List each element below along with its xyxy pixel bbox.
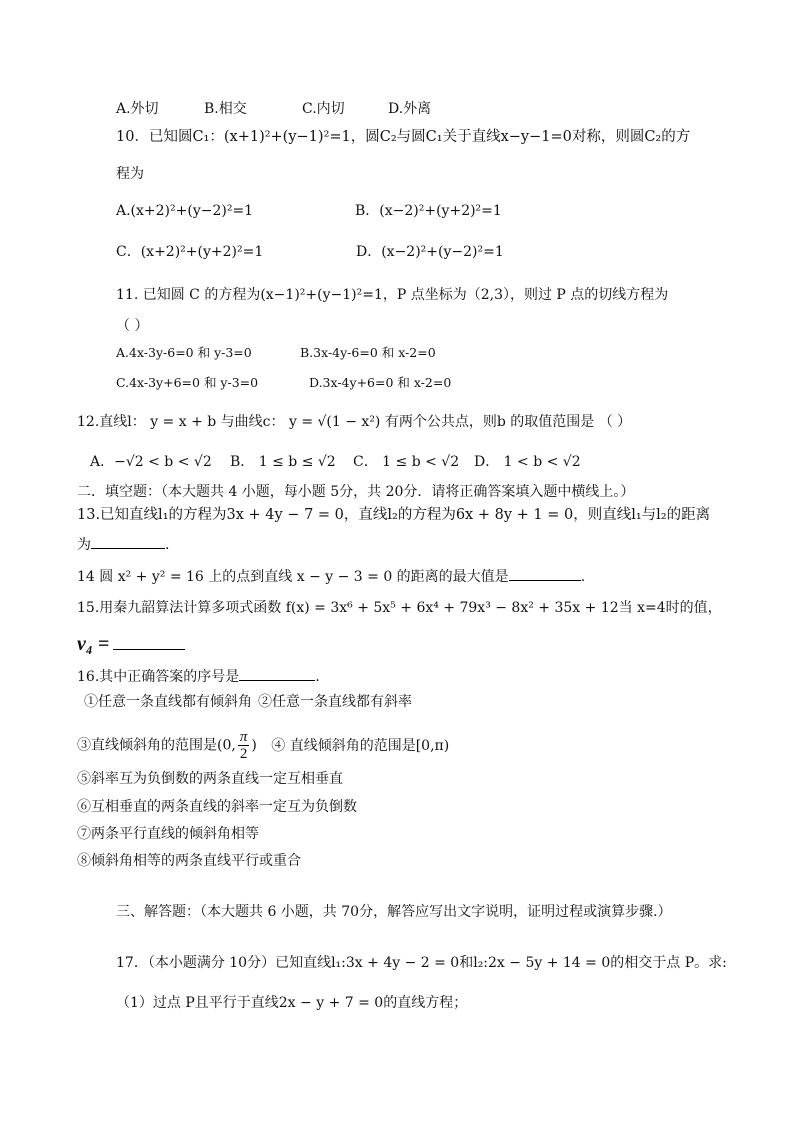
q9-option-b: B.相交 [204,101,247,117]
q15-v4-label: v₄ = [77,633,110,655]
q16-answer-blank[interactable] [239,666,315,681]
q9-option-d: D.外离 [388,101,432,117]
q10-option-a: A.(x+2)²+(y−2)²=1 [116,203,254,219]
q16-item-1: ①任意一条直线都有倾斜角 [84,694,252,710]
q16-item-6: ⑥互相垂直的两条直线的斜率一定互为负倒数 [77,799,357,815]
q10-option-c: C．(x+2)²+(y+2)²=1 [116,244,264,260]
q11-option-d: D.3x-4y+6=0 和 x-2=0 [309,375,452,390]
q16-item-3: ③直线倾斜角的范围是(0, [77,737,236,754]
q11-stem: 11. 已知圆 C 的方程为(x−1)²+(y−1)²=1，P 点坐标为（2,3），则过 P 点的切线方程为 [116,287,669,303]
q11-option-a: A.4x-3y-6=0 和 y-3=0 [116,345,252,360]
q14-answer-blank[interactable] [509,566,581,581]
q15-v4-line [77,634,185,656]
section3-heading: 三、解答题：（本大题共 6 小题，共 70分，解答应写出文字说明，证明过程或演算步骤.） [116,904,672,920]
q11-option-c: C.4x-3y+6=0 和 y-3=0 [116,375,259,390]
q16-item-7: ⑦两条平行直线的倾斜角相等 [77,826,259,842]
q12-option-b: B． 1 ≤ b ≤ √2 [230,454,336,470]
q14-end: . [580,569,586,585]
pi-over-two-fraction [238,729,250,762]
q15-answer-blank[interactable] [113,635,185,650]
q13-end: . [165,537,170,553]
q11-option-b: B.3x-4y-6=0 和 x-2=0 [300,345,436,360]
q15-stem: 15.用秦九韶算法计算多项式函数 f(x) = 3x⁶ + 5x⁵ + 6x⁴ + 79x³ − 8x² + 35x + 12当 x=4时的值， [77,600,722,616]
q13-cont-line [77,534,169,555]
q13-cont: 为 [77,537,91,553]
q16-line [77,666,320,687]
q16-item-2: ②任意一条直线都有斜率 [258,694,412,710]
q13-answer-blank[interactable] [91,534,165,549]
q9-option-a: A.外切 [116,101,159,117]
q12-stem: 12.直线l： y = x + b 与曲线c： y = √(1 − x²) 有两个公共点，则b 的取值范围是 （ ） [77,414,632,430]
q11-paren: （ ） [116,318,149,334]
q10-option-d: D．(x−2)²+(y−2)²=1 [356,244,504,260]
q9-option-c: C.内切 [302,101,345,117]
q12-option-d: D． 1 < b < √2 [474,454,581,470]
q10-stem-cont: 程为 [116,166,144,182]
q12-option-a: A．−√2 < b < √2 [90,454,212,470]
q16-stem: 16.其中正确答案的序号是 [77,669,240,685]
fraction-numerator: π [239,729,248,745]
q16-item-8: ⑧倾斜角相等的两条直线平行或重合 [77,853,301,869]
q12-option-c: C． 1 ≤ b < √2 [353,454,460,470]
q13-stem: 13.已知直线l₁的方程为3x + 4y − 7 = 0，直线l₂的方程为6x + 8y + 1 = 0，则直线l₁与l₂的距离 [77,507,711,523]
q16-item-3-close: ) [251,737,257,754]
q10-stem: 10．已知圆C₁：(x+1)²+(y−1)²=1，圆C₂与圆C₁关于直线x−y−1=0对称，则圆C₂的方 [116,129,691,145]
q16-end: . [315,669,320,685]
q14-line [77,566,585,587]
q16-item-4: ④ 直线倾斜角的范围是[0,π) [271,737,450,754]
section2-heading: 二．填空题：（本大题共 4 小题，每小题 5分，共 20分．请将正确答案填入题中横线上。） [77,484,635,500]
q14-stem: 14 圆 x² + y² = 16 上的点到直线 x − y − 3 = 0 的距离的最大值是 [77,569,509,585]
q17-part1: （1）过点 P且平行于直线2x − y + 7 = 0的直线方程； [116,995,468,1011]
q17-stem: 17．（本小题满分 10分）已知直线l₁:3x + 4y − 2 = 0和l₂:2x − 5y + 14 = 0的相交于点 P。求: [116,955,727,971]
q16-item-5: ⑤斜率互为负倒数的两条直线一定互相垂直 [77,771,343,787]
q16-item-3-line [77,729,449,762]
fraction-denominator: 2 [239,746,248,762]
q9-options [116,98,431,118]
q10-option-b: B．(x−2)²+(y+2)²=1 [355,203,502,219]
